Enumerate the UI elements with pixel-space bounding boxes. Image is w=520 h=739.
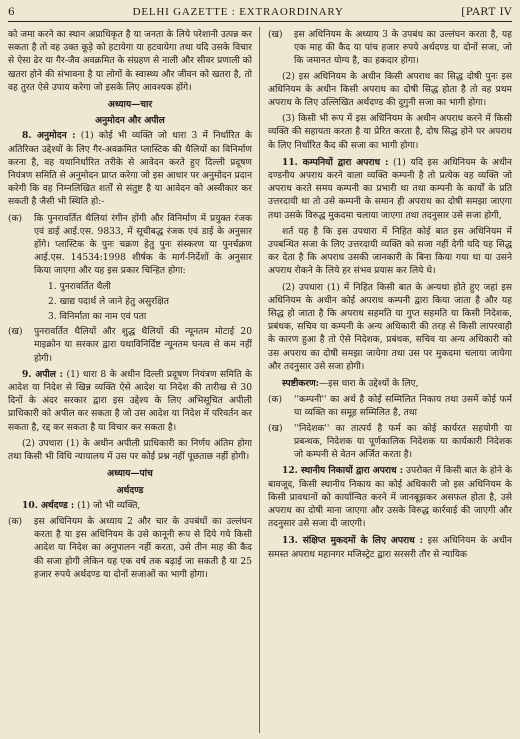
clause-ka <box>8 213 252 279</box>
clause-text: कि पुनरावर्तित थैलियां रंगीन होंगी और विनिर्माण में प्रयुक्त रंजक एवं डाई आई.एस. 9833, में सूचीबद्ध रंजक एवं डाई के अनुसार होंगे। प्लास्टिक के पुनः चक्रण हेतु पुनः संस्करण या पुनर्चक्रण आई.एस. 14534:1998 शीर्षक के मार्ग-निर्देशों के अनुसार किया जाएगा और यह इस प्रकार चिन्हित होगा: <box>34 213 252 277</box>
paragraph: (2) उपधारा (1) में निहित किसी बात के अन्यथा होते हुए जहां इस अधिनियम के अधीन कोई अपराध कम्पनी द्वारा किया जाता है और यह सिद्ध हो जाता है कि अपराध सहमति या गुप्त सहमति या किसी निदेशक, प्रबंधक, सचिव या कम्पनी के अन्य अधिकारी की तरह से किसी लापरवाही के कारण हुआ है तो ऐसे निदेशक, प्रबंधक, सचिव या अन्य अधिकारी को उस अपराध का दोषी समझा जायेगा तथा उस पर मुकदमा चलाया जायेगा और तदनुसार उसे सजा होगी। <box>268 282 512 372</box>
section-heading: 10. अर्थदण्ड : <box>22 499 75 511</box>
clause-text: पुनरावर्तित थैलियों और शुद्ध थैलियों की न्यूनतम मोटाई 20 माइक्रोन या सरकार द्वारा यथाविनिर्दिष्ट न्यूनतम घनत्व से कम नहीं होगी। <box>34 327 252 364</box>
section-heading: 8. अनुमोदन : <box>22 130 76 142</box>
page-header <box>8 4 512 18</box>
section-9 <box>8 368 252 435</box>
section-13 <box>268 534 512 561</box>
section-text: इस अधिनियम के अधीन समस्त अपराध महानगर मजिस्ट्रेट द्वारा सरसरी तौर से न्यायिक <box>268 536 512 560</box>
section-heading: 13. संक्षिप्त मुकदमों के लिए अपराध : <box>282 535 423 547</box>
clause-kha <box>268 423 512 463</box>
section-text: उपरोक्त में किसी बात के होने के बावजूद, किसी स्थानीय निकाय का कोई अधिकारी जो इस अधिनियम के किसी प्रावधानों को कार्यान्वित करने में जानबूझकर असफल होता है, उसे अपराध का दोषी माना जाएगा और उसके विरुद्ध कार्रवाई की जाएगी और तदनुसार उसे सजा दी जाएगी। <box>268 466 512 530</box>
section-8 <box>8 129 252 209</box>
chapter-title: अनुमोदन और अपील <box>95 115 165 127</box>
gazette-title: DELHI GAZETTE : EXTRAORDINARY <box>132 6 344 18</box>
section-heading: 12. स्थानीय निकायों द्वारा अपराध : <box>282 465 404 477</box>
chapter-heading: अध्याय—पांच <box>107 468 153 480</box>
section-text: (1) धारा 8 के अधीन दिल्ली प्रदूषण नियंत्रण समिति के आदेश या निदेश से खिन्न व्यक्ति ऐसे आदेश या निदेश की तारीख से 30 दिनों के अंदर सरकार द्वारा इस उद्देश्य के लिए अभिसूचित अपीली प्राधिकारी को अपील कर सकता है जो उस आदेश या निदेश में परिवर्तन कर सकता है, रद्द कर सकता है या विचार कर सकता है। <box>8 369 252 433</box>
section-12 <box>268 464 512 531</box>
clause-text: इस अधिनियम के अध्याय 2 और चार के उपबंधों का उल्लंघन करता है या इस अधिनियम के उसे कानूनी रूप से दिये गये किसी आदेश या निदेश का अनुपालन नहीं करता, उसे तीन माह की कैद की सजा होगी लेकिन यह एक वर्ष तक बढ़ाई जा सकती है या 25 हजार रुपये अर्थदण्ड या दोनों सजाओं का भागी होगा। <box>34 516 252 580</box>
left-column <box>8 29 252 584</box>
section-text: (1) जो भी व्यक्ति, <box>77 500 141 511</box>
section-heading: 11. कम्पनियों द्वारा अपराध : <box>282 156 389 168</box>
clause-kha <box>268 29 512 69</box>
clause-label: (क) <box>268 395 283 406</box>
explanation <box>268 377 512 391</box>
explanation-heading: स्पष्टीकरण: <box>282 378 320 390</box>
clause-ka <box>8 516 252 582</box>
clause-text: ''निदेशक'' का तात्पर्य है फर्म का कोई कार्यरत सहयोगी या प्रबन्धक, निदेशक या पूर्णकालिक निदेशक या कार्यकारी निदेशक जो कम्पनी से वेतन अर्जित करता है। <box>294 423 512 461</box>
clause-label: (ख) <box>268 423 283 434</box>
part-label: [PART IV <box>461 6 512 18</box>
paragraph: को जमा करने का स्थान अप्राधिकृत है या जनता के लिये परेशानी उत्पन्न कर सकता है तो वह उक्त कूड़े को हटायेगा या हटवायेगा तथा यदि उसके विचार से ऐसा ढेर या गैर-जैव अवक्रमित के संग्रहण से नाली और सीवर प्रणाली को खतरा होने की संभावना है या लोगों के स्वास्थ्य और जीवन को खतरा है, तो वह तुरत ऐसे उपाय करेगा जो इसके लिए आवश्यक होंगे। <box>8 30 252 93</box>
right-column <box>268 29 512 565</box>
list-item: 2. खाद्य पदार्थ ले जाने हेतु असुरक्षित <box>48 296 169 307</box>
proviso: शर्त यह है कि इस उपधारा में निहित कोई बात इस अधिनियम में उपबन्धित सजा के लिए उत्तरदायी व्यक्ति को सजा नहीं देगी यदि यह सिद्ध कर देता है कि अपराध उसकी जानकारी के बिना किया गया था या उसने अपराध रोकने के लिये हर संभव प्रयास कर लिये थे। <box>268 226 512 277</box>
section-text: (1) यदि इस अधिनियम के अधीन दण्डनीय अपराध करने वाला व्यक्ति कम्पनी है तो प्रत्येक वह व्यक्ति जो अपराध करते समय कम्पनी का प्रभारी था तथा कम्पनी के कार्यों के प्रति उत्तरदायी था तो उसे कम्पनी के समान ही अपराध का दोषी समझा जाएगा तथा उसके विरुद्ध मुकदमा चलाया जाएगा तथा तदनुसार उसे सजा होगी, <box>268 157 512 221</box>
chapter-heading: अध्याय—चार <box>107 99 153 111</box>
clause-label: (क) <box>8 213 23 224</box>
clause-ka <box>268 394 512 420</box>
column-divider <box>259 27 260 733</box>
clause-label: (ख) <box>8 327 23 338</box>
section-10 <box>8 499 252 513</box>
section-11 <box>268 156 512 223</box>
list-item: 1. पुनरावर्तित थैली <box>48 281 111 292</box>
header-rule <box>8 21 512 22</box>
section-text: (1) कोई भी व्यक्ति जो धारा 3 में निर्धारित के अतिरिक्त उद्देश्यों के लिए गैर-अवक्रमित प्लास्टिक की थैलियों का विनिर्माण करना है, वह यथानिर्धारित तरीके से आवेदन करते हुए दिल्ली प्रदूषण नियंत्रण समिति से अनुमोदन प्राप्त करेगा जो इस आधार पर अनुमोदन प्रदान करेगी कि वह निम्नलिखित शर्तों से संतुष्ट है या आवेदन को अस्वीकार कर सकती है जैसी भी स्थिति हो:- <box>8 131 252 208</box>
paragraph: (2) इस अधिनियम के अधीन किसी अपराध का सिद्ध दोषी पुनः इस अधिनियम के अधीन किसी अपराध का दोषी सिद्ध होता है तो वह प्रथम अपराध के लिए उल्लिखित अर्थदण्ड की दुगुनी सजा का भागी होगा। <box>268 71 512 109</box>
clause-text: ''कम्पनी'' का अर्थ है कोई सम्मिलित निकाय तथा उसमें कोई फर्म या व्यक्ति का समूह सम्मिलित है, तथा <box>294 395 512 419</box>
list-item: 3. विनिर्माता का नाम एवं पता <box>48 312 147 323</box>
section-heading: 9. अपील : <box>22 368 64 380</box>
clause-text: इस अधिनियम के अध्याय 3 के उपबंध का उल्लंघन करता है, यह एक माह की कैद या पांच हजार रुपये अर्थदण्ड या दोनों सजा, जो कि जमानत योग्य है, का हकदार होगा। <box>294 30 512 67</box>
chapter-title: अर्थदण्ड <box>116 484 144 496</box>
explanation-text: —इस धारा के उद्देश्यों के लिए, <box>319 379 419 390</box>
clause-label: (ख) <box>268 30 283 40</box>
page-number: 6 <box>8 6 16 18</box>
paragraph: (3) किसी भी रूप में इस अधिनियम के अधीन अपराध करने में किसी व्यक्ति की सहायता करता है या प्रेरित करता है, दोष सिद्ध होने पर अपराध के लिए निर्धारित कैद की सजा का भागी होगा। <box>268 114 512 151</box>
clause-kha <box>8 326 252 366</box>
paragraph: (2) उपधारा (1) के अधीन अपीली प्राधिकारी का निर्णय अंतिम होगा तथा किसी भी विधि न्यायालय में उस पर कोई प्रश्न नहीं पूछताछ नहीं होगी। <box>8 438 252 463</box>
clause-label: (क) <box>8 516 23 527</box>
